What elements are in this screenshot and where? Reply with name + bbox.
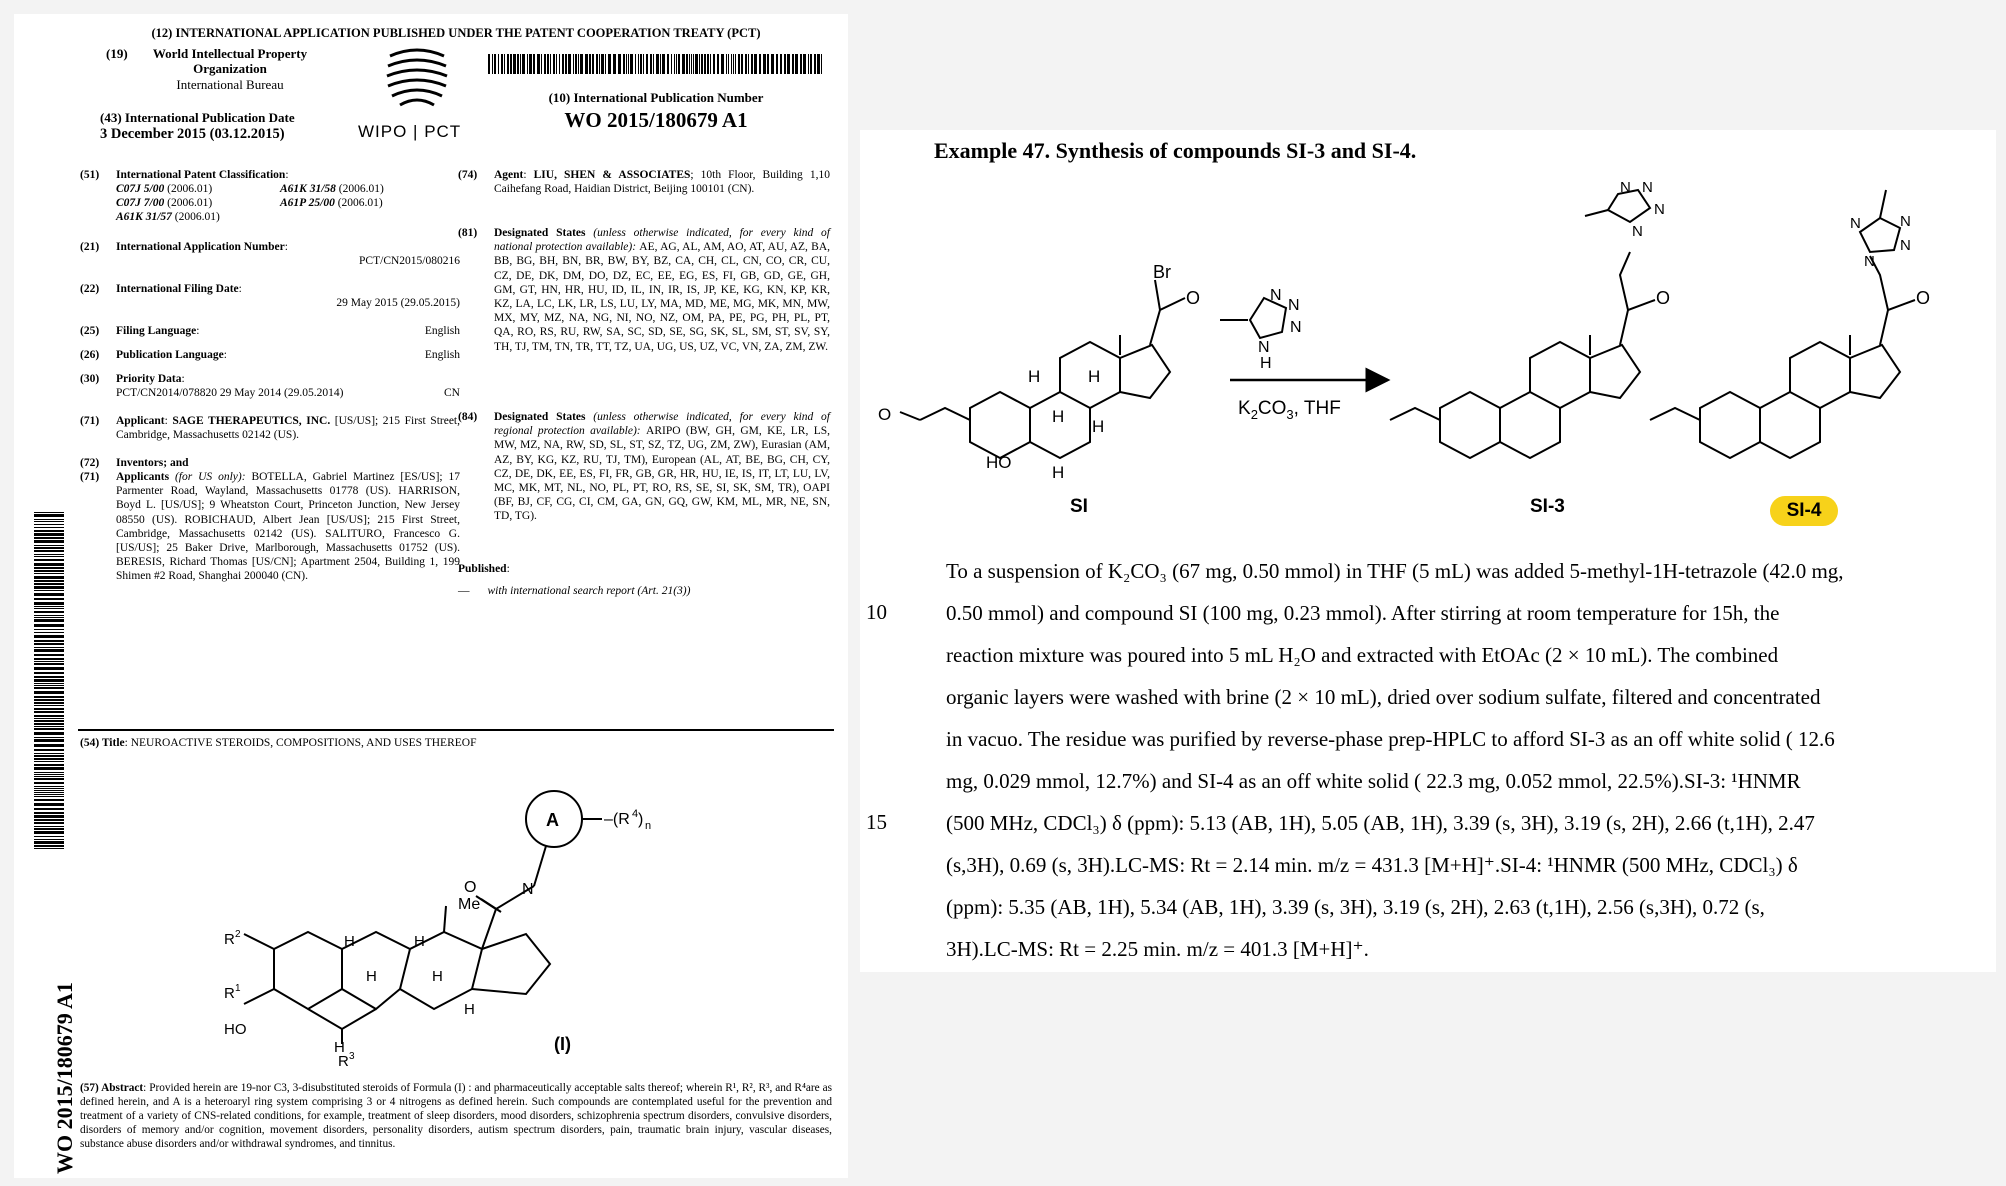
- svg-text:H: H: [1088, 367, 1101, 386]
- para-line: reaction mixture was poured into 5 mL H₂O and extracted with EtOAc (2 × 10 mL). The combined: [946, 643, 1779, 667]
- svg-text:H: H: [334, 1039, 345, 1056]
- svg-text:O: O: [1656, 288, 1671, 308]
- compound-label-si-4-highlighted: SI-4: [1770, 496, 1838, 526]
- formula-label: (I): [554, 1034, 571, 1054]
- svg-text:Me: Me: [458, 896, 481, 913]
- org-code: (19): [106, 46, 128, 61]
- svg-text:N: N: [1642, 179, 1653, 196]
- abstract-section: (57) Abstract: Provided herein are 19-nor C3, 3-disubstituted steroids of Formula (I) : and pharmaceutically acceptable salts thereof; wherein R¹, R², R³, and R⁴are as defined herein, and A is a heteroaryl ring system comprising 3 or 4 nitrogens as defined herein. Such compounds are contemplated useful for the prevention and treatment of a variety of CNS-related conditions, for example, treatment of sleep disorders, mood disorders, schizophrenia spectrum disorders, convulsive disorders, disorders of memory and/or cognition, movement disorders, personality disorders, autism spectrum disorders, pain, traumatic brain injury, vascular diseases, substance abuse disorders and/or withdrawal syndromes, and tinnitus.: [80, 1082, 832, 1150]
- svg-text:N: N: [1258, 339, 1270, 356]
- para-line: organic layers were washed with brine (2 × 10 mL), dried over sodium sulfate, filtered and concentrated: [946, 685, 1821, 709]
- svg-text:H: H: [344, 933, 355, 950]
- para-line: 0.50 mmol) and compound SI (100 mg, 0.23 mmol). After stirring at room temperature for 15h, the: [946, 601, 1780, 625]
- pub-number-label: (10) International Publication Number: [548, 90, 764, 105]
- svg-text:N: N: [1290, 319, 1302, 336]
- svg-text:O: O: [1186, 288, 1201, 308]
- patent-cover-page: [14, 14, 848, 1178]
- wipo-logo-text: WIPO | PCT: [358, 122, 462, 141]
- svg-text:R: R: [224, 985, 235, 1002]
- para-line: 3H).LC-MS: Rt = 2.25 min. m/z = 401.3 [M+H]⁺.: [946, 937, 1369, 961]
- svg-text:4: 4: [632, 808, 639, 820]
- svg-text:N: N: [1288, 297, 1300, 314]
- example-47-page: [860, 130, 1996, 972]
- svg-text:O: O: [1916, 288, 1931, 308]
- para-line: (s,3H), 0.69 (s, 3H).LC-MS: Rt = 2.14 min. m/z = 431.3 [M+H]⁺.SI-4: ¹HNMR (500 MHz, CDCl₃) δ: [946, 853, 1798, 877]
- para-line: in vacuo. The residue was purified by reverse-phase prep-HPLC to afford SI-3 as an off white solid ( 12.6: [946, 727, 1835, 751]
- svg-text:N: N: [1900, 237, 1911, 254]
- svg-text:N: N: [1900, 213, 1911, 230]
- svg-text:n: n: [645, 820, 652, 832]
- org-name-1: World Intellectual Property: [152, 46, 308, 61]
- section-71-applicants: (71) Applicants (for US only): BOTELLA, Gabriel Martinez [ES/US]; 17 Parmenter Road, Wayland, Massachusetts 01778 (US). HARRISON, Boyd L. [US/US]; 9 Wheatston Court, Princeton Junction, New Jersey 08550 (US). ROBICHAUD, Albert Jean [US/US]; 215 First Street, Cambridge, Massachusetts 02142 (US). SALITURO, Francesco G. [US/US]; 25 Baker Drive, Marlborough, Massachusetts 01752 (US). BERESIS, Richard Thomas [US/CN]; Apartment 2504, Building 1, 199 Shimen #2 Road, Shanghai 200040 (CN).: [80, 471, 461, 583]
- svg-text:H: H: [1052, 407, 1065, 426]
- compound-label-si: SI: [1070, 496, 1088, 517]
- compound-label-si-3: SI-3: [1530, 496, 1565, 517]
- svg-text:H: H: [432, 968, 443, 985]
- section-72: (72) Inventors; and: [80, 457, 189, 469]
- section-81: (81) Designated States (unless otherwise indicated, for every kind of national protection available): AE, AG, AL, AM, AO, AT, AU, AZ, BA, BB, BG, BH, BN, BR, BW, BY, BZ, CA, CH, CL, CN, CO, CR, CU, CZ, DE, DK, DM, DO, DZ, EC, EE, EG, ES, FI, GB, GD, GE, GH, GM, GT, HN, HR, HU, ID, IL, IN, IR, IS, JP, KE, KG, KN, KP, KR, KZ, LA, LC, LK, LR, LS, LU, LY, MA, MD, ME, MG, MK, MN, MW, MX, MY, MZ, NA, NG, NI, NO, NZ, OM, PA, PE, PG, PH, PL, PT, QA, RO, RS, RU, RW, SA, SC, SD, SE, SG, SK, SL, SM, ST, SV, SY, TH, TJ, TM, TN, TR, TT, TZ, UA, UG, US, UZ, VC, VN, ZA, ZM, ZW.: [458, 227, 830, 353]
- svg-text:H: H: [366, 968, 377, 985]
- para-line: To a suspension of K₂CO₃ (67 mg, 0.50 mmol) in THF (5 mL) was added 5-methyl-1H-tetrazole (42.0 mg,: [946, 559, 1844, 583]
- formula-structure-diagram: [224, 774, 664, 1074]
- title-section: (54) Title: NEUROACTIVE STEROIDS, COMPOSITIONS, AND USES THEREOF: [80, 737, 477, 749]
- svg-text:Br: Br: [1153, 262, 1171, 282]
- org-bureau: International Bureau: [176, 77, 284, 92]
- svg-text:2: 2: [235, 929, 241, 940]
- org-name-2: Organization: [193, 61, 267, 76]
- svg-text:N: N: [522, 881, 534, 898]
- published-section: Published: — with international search report (Art. 21(3)): [458, 563, 691, 598]
- svg-text:N: N: [1864, 253, 1875, 270]
- svg-text:H: H: [1028, 367, 1041, 386]
- example-heading: Example 47. Synthesis of compounds SI-3 and SI-4.: [934, 138, 1417, 163]
- pub-date-label: (43) International Publication Date: [100, 110, 295, 125]
- svg-text:N: N: [1654, 201, 1665, 218]
- line-number-10: 10: [866, 600, 887, 624]
- pub-date: 3 December 2015 (03.12.2015): [100, 126, 285, 142]
- ipc-label: International Patent Classification: [116, 169, 286, 181]
- title-divider: [78, 729, 834, 731]
- app-number: PCT/CN2015/080216: [359, 255, 460, 268]
- section-25: (25) Filing Language: English: [80, 325, 460, 337]
- svg-text:N: N: [1632, 223, 1643, 240]
- side-barcode: [34, 512, 64, 852]
- pct-header: (12) INTERNATIONAL APPLICATION PUBLISHED UNDER THE PATENT COOPERATION TREATY (PCT): [151, 26, 761, 40]
- wipo-globe-icon: [382, 42, 452, 117]
- section-21: (21) International Application Number: PCT/CN2015/080216: [80, 241, 460, 268]
- svg-text:HO: HO: [986, 453, 1012, 472]
- section-22: (22) International Filing Date: 29 May 2015 (29.05.2015): [80, 283, 460, 310]
- svg-text:3: 3: [349, 1051, 355, 1062]
- svg-text:1: 1: [235, 983, 241, 994]
- top-barcode: [488, 54, 824, 74]
- svg-text:O: O: [464, 879, 477, 896]
- section-30: (30) Priority Data: PCT/CN2014/078820 29 May 2014 (29.05.2014) CN: [80, 373, 460, 400]
- reagent-label: $K_2CO_3$, THF: [1238, 398, 1341, 422]
- svg-text:H: H: [1260, 355, 1272, 372]
- section-51: (51) International Patent Classification: C07J 5/00 (2006.01) A61K 31/58 (2006.01) C07J 7/00 (2006.01) A61P 25/00 (2006.01) A61K 31/57 (2006.01): [80, 169, 384, 224]
- section-26: (26) Publication Language: English: [80, 349, 460, 361]
- svg-text:N: N: [1270, 287, 1282, 304]
- section-71-applicant: (71) Applicant: SAGE THERAPEUTICS, INC. [US/US]; 215 First Street, Cambridge, Massachusetts 02142 (US).: [80, 415, 460, 442]
- para-line: (500 MHz, CDCl₃) δ (ppm): 5.13 (AB, 1H), 5.05 (AB, 1H), 3.39 (s, 3H), 3.19 (s, 2H), 2.66 (t,1H), 2.47: [946, 811, 1815, 835]
- section-84: (84) Designated States (unless otherwise indicated, for every kind of regional protection available): ARIPO (BW, GH, GM, KE, LR, LS, MW, MZ, NA, RW, SD, SL, ST, SZ, TZ, UG, ZM, ZW), Eurasian (AM, AZ, BY, KG, KZ, RU, TJ, TM), European (AL, AT, BE, BG, CH, CY, CZ, DE, DK, EE, ES, FI, FR, GB, GR, HR, HU, IE, IS, IT, LT, LU, LV, MC, MK, MT, NL, NO, PL, PT, RO, RS, SE, SI, SK, SM, TR), OAPI (BF, BJ, CF, CG, CI, CM, GA, GN, GQ, GW, KM, ML, MR, NE, SN, TD, TG).: [458, 411, 830, 523]
- svg-text:HO: HO: [224, 1021, 247, 1038]
- svg-text:): ): [638, 811, 644, 828]
- svg-text:–(R: –(R: [604, 811, 630, 828]
- pub-number: WO 2015/180679 A1: [564, 108, 748, 132]
- para-line: (ppm): 5.35 (AB, 1H), 5.34 (AB, 1H), 3.39 (s, 3H), 3.19 (s, 2H), 2.63 (t,1H), 2.56 (s,3H), 0.72 (s,: [946, 895, 1765, 919]
- section-74: (74) Agent: LIU, SHEN & ASSOCIATES; 10th Floor, Building 1,10 Caihefang Road, Haidian District, Beijing 100101 (CN).: [458, 169, 830, 196]
- svg-text:R: R: [338, 1053, 349, 1070]
- svg-text:N: N: [1850, 215, 1861, 232]
- line-number-15: 15: [866, 810, 887, 834]
- svg-text:H: H: [1092, 417, 1105, 436]
- svg-text:A: A: [546, 810, 559, 830]
- svg-text:H: H: [1052, 463, 1065, 482]
- svg-text:H: H: [464, 1001, 475, 1018]
- svg-text:O: O: [878, 405, 892, 424]
- svg-text:H: H: [414, 933, 425, 950]
- svg-text:R: R: [224, 931, 235, 948]
- side-pub-number: WO 2015/180679 A1: [52, 982, 77, 1174]
- para-line: mg, 0.029 mmol, 12.7%) and SI-4 as an off white solid ( 22.3 mg, 0.052 mmol, 22.5%).SI-3: ¹HNMR: [946, 769, 1801, 793]
- svg-text:N: N: [1620, 179, 1631, 196]
